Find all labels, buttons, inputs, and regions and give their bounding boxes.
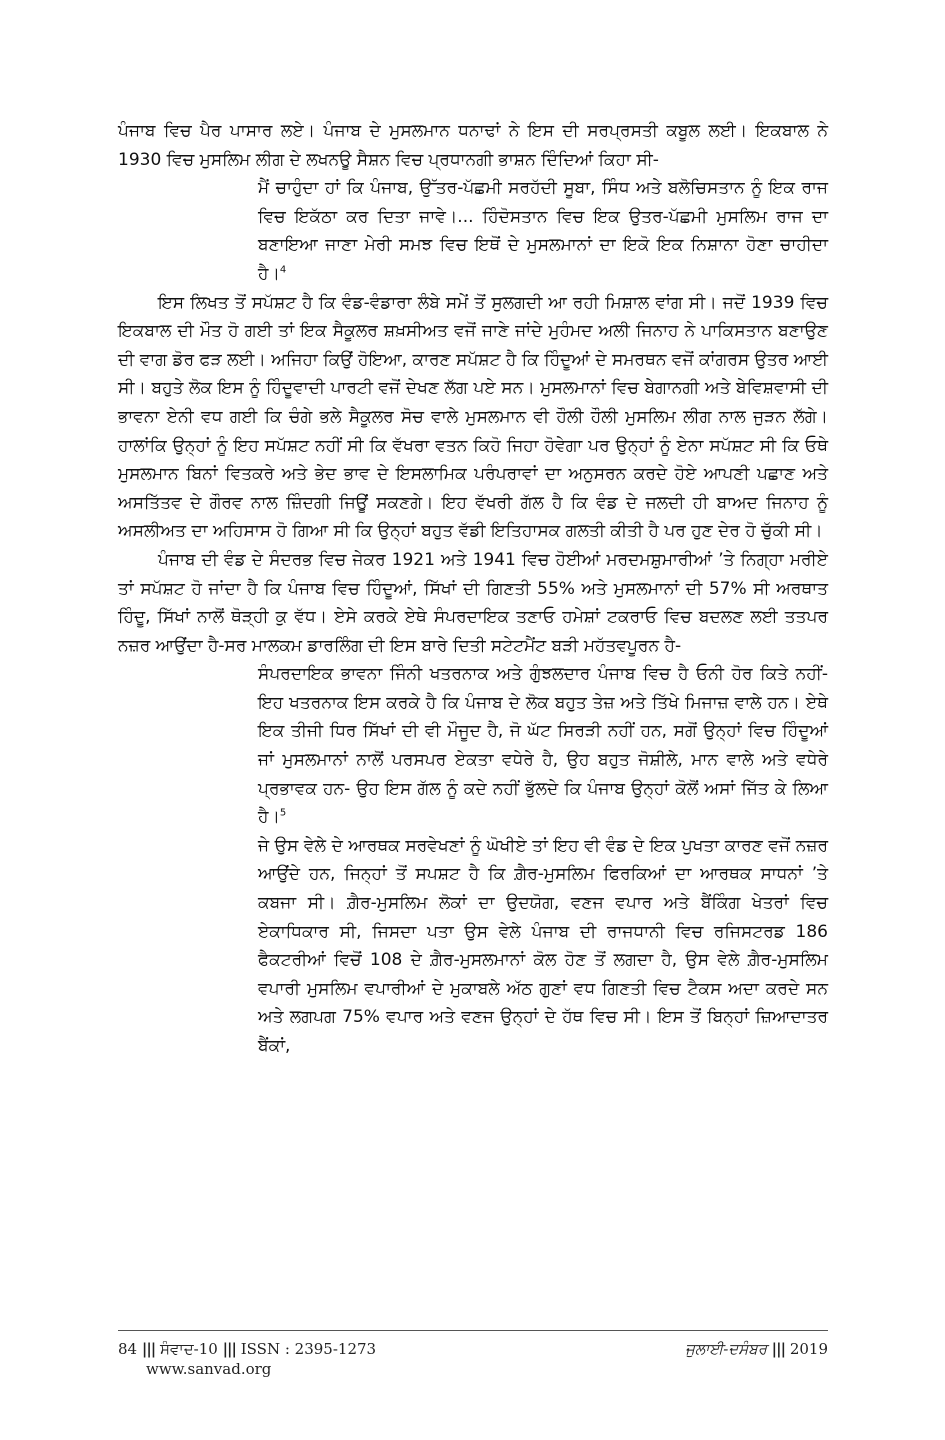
- footer-right: [685, 1340, 828, 1358]
- paragraph-census: ਪੰਜਾਬ ਦੀ ਵੰਡ ਦੇ ਸੰਦਰਭ ਵਿਚ ਜੇਕਰ 1921 ਅਤੇ 1941 ਵਿਚ ਹੋਈਆਂ ਮਰਦਮਸ਼ੁਮਾਰੀਆਂ ’ਤੇ ਨਿਗ੍ਹਾ ਮਰੀਏ ਤਾਂ ਸਪੱਸ਼ਟ ਹੋ ਜਾਂਦਾ ਹੈ ਕਿ ਪੰਜਾਬ ਵਿਚ ਹਿੰਦੂਆਂ, ਸਿੱਖਾਂ ਦੀ ਗਿਣਤੀ 55% ਅਤੇ ਮੁਸਲਮਾਨਾਂ ਦੀ 57% ਸੀ ਅਰਥਾਤ ਹਿੰਦੂ, ਸਿੱਖਾਂ ਨਾਲੋਂ ਥੋੜ੍ਹੀ ਕੁ ਵੱਧ। ਏਸੇ ਕਰਕੇ ਏਥੇ ਸੰਪਰਦਾਇਕ ਤਣਾਓ ਹਮੇਸ਼ਾਂ ਟਕਰਾਓ ਵਿਚ ਬਦਲਣ ਲਈ ਤਤਪਰ ਨਜ਼ਰ ਆਉਂਦਾ ਹੈ-ਸਰ ਮਾਲਕਮ ਡਾਰਲਿੰਗ ਦੀ ਇਸ ਬਾਰੇ ਦਿਤੀ ਸਟੇਟਮੈਂਟ ਬੜੀ ਮਹੱਤਵਪੂਰਨ ਹੈ-: [118, 549, 828, 656]
- quote-darling: [258, 660, 828, 832]
- footnote-marker-5: 5: [279, 807, 287, 819]
- journal-name: ਸੰਵਾਦ-10: [160, 1340, 218, 1358]
- page-body: [118, 117, 828, 1061]
- quote-darling-text: ਸੰਪਰਦਾਇਕ ਭਾਵਨਾ ਜਿੰਨੀ ਖਤਰਨਾਕ ਅਤੇ ਗੁੰਝਲਦਾਰ ਪੰਜਾਬ ਵਿਚ ਹੈ ਓਨੀ ਹੋਰ ਕਿਤੇ ਨਹੀਂ- ਇਹ ਖਤਰਨਾਕ ਇਸ ਕਰਕੇ ਹੈ ਕਿ ਪੰਜਾਬ ਦੇ ਲੋਕ ਬਹੁਤ ਤੇਜ਼ ਅਤੇ ਤਿੱਖੇ ਮਿਜਾਜ਼ ਵਾਲੇ ਹਨ। ਏਥੇ ਇਕ ਤੀਜੀ ਧਿਰ ਸਿੱਖਾਂ ਦੀ ਵੀ ਮੌਜੂਦ ਹੈ, ਜੋ ਘੱਟ ਸਿਰੜੀ ਨਹੀਂ ਹਨ, ਸਗੋਂ ਉਨ੍ਹਾਂ ਵਿਚ ਹਿੰਦੂਆਂ ਜਾਂ ਮੁਸਲਮਾਨਾਂ ਨਾਲੋਂ ਪਰਸਪਰ ਏਕਤਾ ਵਧੇਰੇ ਹੈ, ਉਹ ਬਹੁਤ ਜੋਸ਼ੀਲੇ, ਮਾਨ ਵਾਲੇ ਅਤੇ ਵਧੇਰੇ ਪ੍ਰਭਾਵਕ ਹਨ- ਉਹ ਇਸ ਗੱਲ ਨੂੰ ਕਦੇ ਨਹੀਂ ਭੁੱਲਦੇ ਕਿ ਪੰਜਾਬ ਉਨ੍ਹਾਂ ਕੋਲੋਂ ਅਸਾਂ ਜਿੱਤ ਕੇ ਲਿਆ ਹੈ।: [258, 664, 828, 828]
- quote-iqbal-text: ਮੈਂ ਚਾਹੁੰਦਾ ਹਾਂ ਕਿ ਪੰਜਾਬ, ਉੱਤਰ-ਪੱਛਮੀ ਸਰਹੱਦੀ ਸੂਬਾ, ਸਿੰਧ ਅਤੇ ਬਲੋਚਿਸਤਾਨ ਨੂੰ ਇਕ ਰਾਜ ਵਿਚ ਇਕੱਠਾ ਕਰ ਦਿਤਾ ਜਾਵੇ।... ਹਿੰਦੋਸਤਾਨ ਵਿਚ ਇਕ ਉਤਰ-ਪੱਛਮੀ ਮੁਸਲਿਮ ਰਾਜ ਦਾ ਬਣਾਇਆ ਜਾਣਾ ਮੇਰੀ ਸਮਝ ਵਿਚ ਇਥੋਂ ਦੇ ਮੁਸਲਮਾਨਾਂ ਦਾ ਇਕੋ ਇਕ ਨਿਸ਼ਾਨਾ ਹੋਣਾ ਚਾਹੀਦਾ ਹੈ।: [258, 178, 828, 284]
- issn: ISSN : 2395-1273: [240, 1340, 377, 1358]
- separator: |||: [141, 1340, 156, 1358]
- page-number: 84: [118, 1340, 138, 1358]
- period: ਜੁਲਾਈ-ਦਸੰਬਰ: [685, 1340, 767, 1358]
- quote-iqbal: [258, 174, 828, 288]
- separator: |||: [222, 1340, 236, 1358]
- separator: |||: [771, 1340, 786, 1358]
- paragraph-intro: ਪੰਜਾਬ ਵਿਚ ਪੈਰ ਪਾਸਾਰ ਲਏ। ਪੰਜਾਬ ਦੇ ਮੁਸਲਮਾਨ ਧਨਾਢਾਂ ਨੇ ਇਸ ਦੀ ਸਰਪ੍ਰਸਤੀ ਕਬੂਲ ਲਈ। ਇਕਬਾਲ ਨੇ 1930 ਵਿਚ ਮੁਸਲਿਮ ਲੀਗ ਦੇ ਲਖਨਊ ਸੈਸ਼ਨ ਵਿਚ ਪ੍ਰਧਾਨਗੀ ਭਾਸ਼ਨ ਦਿੰਦਿਆਂ ਕਿਹਾ ਸੀ-: [118, 121, 828, 170]
- year: 2019: [789, 1340, 828, 1358]
- website-link[interactable]: www.sanvad.org: [146, 1360, 272, 1378]
- footer-divider: [118, 1330, 828, 1331]
- paragraph-economic: ਜੇ ਉਸ ਵੇਲੇ ਦੇ ਆਰਥਕ ਸਰਵੇਖਣਾਂ ਨੂੰ ਘੋਖੀਏ ਤਾਂ ਇਹ ਵੀ ਵੰਡ ਦੇ ਇਕ ਪੁਖਤਾ ਕਾਰਣ ਵਜੋਂ ਨਜ਼ਰ ਆਉਂਦੇ ਹਨ, ਜਿਨ੍ਹਾਂ ਤੋਂ ਸਪਸ਼ਟ ਹੈ ਕਿ ਗ਼ੈਰ-ਮੁਸਲਿਮ ਫਿਰਕਿਆਂ ਦਾ ਆਰਥਕ ਸਾਧਨਾਂ ’ਤੇ ਕਬਜਾ ਸੀ। ਗ਼ੈਰ-ਮੁਸਲਿਮ ਲੋਕਾਂ ਦਾ ਉਦਯੋਗ, ਵਣਜ ਵਪਾਰ ਅਤੇ ਬੈਂਕਿੰਗ ਖੇਤਰਾਂ ਵਿਚ ਏਕਾਧਿਕਾਰ ਸੀ, ਜਿਸਦਾ ਪਤਾ ਉਸ ਵੇਲੇ ਪੰਜਾਬ ਦੀ ਰਾਜਧਾਨੀ ਵਿਚ ਰਜਿਸਟਰਡ 186 ਫੈਕਟਰੀਆਂ ਵਿਚੋਂ 108 ਦੇ ਗ਼ੈਰ-ਮੁਸਲਮਾਨਾਂ ਕੋਲ ਹੋਣ ਤੋਂ ਲਗਦਾ ਹੈ, ਉਸ ਵੇਲੇ ਗ਼ੈਰ-ਮੁਸਲਿਮ ਵਪਾਰੀ ਮੁਸਲਿਮ ਵਪਾਰੀਆਂ ਦੇ ਮੁਕਾਬਲੇ ਅੱਠ ਗੁਣਾਂ ਵਧ ਗਿਣਤੀ ਵਿਚ ਟੈਕਸ ਅਦਾ ਕਰਦੇ ਸਨ ਅਤੇ ਲਗਪਗ 75% ਵਪਾਰ ਅਤੇ ਵਣਜ ਉਨ੍ਹਾਂ ਦੇ ਹੱਥ ਵਿਚ ਸੀ। ਇਸ ਤੋਂ ਬਿਨ੍ਹਾਂ ਜ਼ਿਆਦਾਤਰ ਬੈਂਕਾਂ,: [258, 835, 828, 1056]
- paragraph-jinnah: ਇਸ ਲਿਖਤ ਤੋਂ ਸਪੱਸ਼ਟ ਹੈ ਕਿ ਵੰਡ-ਵੰਡਾਰਾ ਲੰਬੇ ਸਮੇਂ ਤੋਂ ਸੁਲਗਦੀ ਆ ਰਹੀ ਮਿਸ਼ਾਲ ਵਾਂਗ ਸੀ। ਜਦੋਂ 1939 ਵਿਚ ਇਕਬਾਲ ਦੀ ਮੌਤ ਹੋ ਗਈ ਤਾਂ ਇਕ ਸੈਕੂਲਰ ਸ਼ਖ਼ਸੀਅਤ ਵਜੋਂ ਜਾਣੇ ਜਾਂਦੇ ਮੁਹੰਮਦ ਅਲੀ ਜਿਨਾਹ ਨੇ ਪਾਕਿਸਤਾਨ ਬਣਾਉਣ ਦੀ ਵਾਗ ਡੋਰ ਫੜ ਲਈ। ਅਜਿਹਾ ਕਿਉਂ ਹੋਇਆ, ਕਾਰਣ ਸਪੱਸ਼ਟ ਹੈ ਕਿ ਹਿੰਦੂਆਂ ਦੇ ਸਮਰਥਨ ਵਜੋਂ ਕਾਂਗਰਸ ਉਤਰ ਆਈ ਸੀ। ਬਹੁਤੇ ਲੋਕ ਇਸ ਨੂੰ ਹਿੰਦੂਵਾਦੀ ਪਾਰਟੀ ਵਜੋਂ ਦੇਖਣ ਲੱਗ ਪਏ ਸਨ। ਮੁਸਲਮਾਨਾਂ ਵਿਚ ਬੇਗਾਨਗੀ ਅਤੇ ਬੇਵਿਸ਼ਵਾਸੀ ਦੀ ਭਾਵਨਾ ਏਨੀ ਵਧ ਗਈ ਕਿ ਚੰਗੇ ਭਲੇ ਸੈਕੂਲਰ ਸੋਚ ਵਾਲੇ ਮੁਸਲਮਾਨ ਵੀ ਹੌਲੀ ਹੌਲੀ ਮੁਸਲਿਮ ਲੀਗ ਨਾਲ ਜੁੜਨ ਲੱਗੇ। ਹਾਲਾਂਕਿ ਉਨ੍ਹਾਂ ਨੂੰ ਇਹ ਸਪੱਸ਼ਟ ਨਹੀਂ ਸੀ ਕਿ ਵੱਖਰਾ ਵਤਨ ਕਿਹੋ ਜਿਹਾ ਹੋਵੇਗਾ ਪਰ ਉਨ੍ਹਾਂ ਨੂੰ ਏਨਾ ਸਪੱਸ਼ਟ ਸੀ ਕਿ ਓਥੇ ਮੁਸਲਮਾਨ ਬਿਨਾਂ ਵਿਤਕਰੇ ਅਤੇ ਭੇਦ ਭਾਵ ਦੇ ਇਸਲਾਮਿਕ ਪਰੰਪਰਾਵਾਂ ਦਾ ਅਨੁਸਰਨ ਕਰਦੇ ਹੋਏ ਆਪਣੀ ਪਛਾਣ ਅਤੇ ਅਸਤਿੱਤਵ ਦੇ ਗੌਰਵ ਨਾਲ ਜ਼ਿੰਦਗੀ ਜਿਊਂ ਸਕਣਗੇ। ਇਹ ਵੱਖਰੀ ਗੱਲ ਹੈ ਕਿ ਵੰਡ ਦੇ ਜਲਦੀ ਹੀ ਬਾਅਦ ਜਿਨਾਹ ਨੂੰ ਅਸਲੀਅਤ ਦਾ ਅਹਿਸਾਸ ਹੋ ਗਿਆ ਸੀ ਕਿ ਉਨ੍ਹਾਂ ਬਹੁਤ ਵੱਡੀ ਇਤਿਹਾਸਕ ਗਲਤੀ ਕੀਤੀ ਹੈ ਪਰ ਹੁਣ ਦੇਰ ਹੋ ਚੁੱਕੀ ਸੀ।: [118, 292, 828, 542]
- footer-left: [118, 1340, 376, 1358]
- footnote-marker-4: 4: [279, 264, 287, 276]
